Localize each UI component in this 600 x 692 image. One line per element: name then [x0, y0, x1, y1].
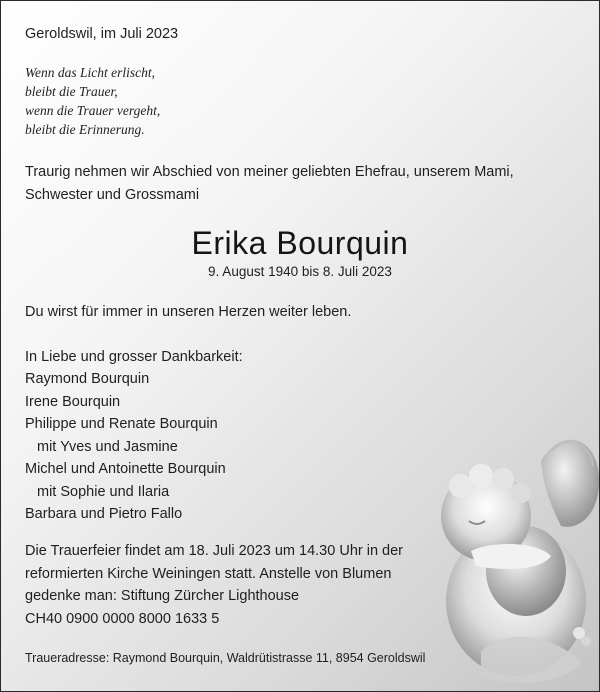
poem-line: bleibt die Erinnerung.: [25, 122, 145, 137]
list-item: Barbara und Pietro Fallo: [25, 506, 183, 522]
poem-line: wenn die Trauer vergeht,: [25, 103, 161, 118]
poem-line: Wenn das Licht erlischt,: [25, 65, 155, 80]
list-item: Philippe und Renate Bourquin: [25, 416, 218, 432]
place-date: Geroldswil, im Juli 2023: [25, 26, 179, 42]
service-line: gedenke man: Stiftung Zürcher Lighthouse: [25, 588, 300, 604]
mourning-address: Traueradresse: Raymond Bourquin, Waldrütistrasse 11, 8954 Geroldswil: [25, 651, 426, 665]
poem: [25, 63, 160, 139]
list-item: Raymond Bourquin: [25, 371, 150, 387]
thanks-heading: In Liebe und grosser Dankbarkeit:: [25, 349, 243, 365]
heart-line: Du wirst für immer in unseren Herzen weiter leben.: [25, 304, 352, 320]
list-item: Michel und Antoinette Bourquin: [25, 461, 226, 477]
sleeping-angel-icon: [421, 421, 600, 691]
life-dates: 9. August 1940 bis 8. Juli 2023: [208, 264, 392, 279]
list-item: mit Sophie und Ilaria: [37, 483, 170, 500]
mourners-list: [25, 368, 226, 526]
service-info: [25, 540, 403, 630]
deceased-name: Erika Bourquin: [191, 225, 409, 261]
service-line: CH40 0900 0000 8000 1633 5: [25, 610, 220, 627]
service-line: Die Trauerfeier findet am 18. Juli 2023 um 14.30 Uhr in der: [25, 543, 404, 559]
list-item: mit Yves und Jasmine: [37, 438, 178, 455]
poem-line: bleibt die Trauer,: [25, 84, 118, 99]
list-item: Irene Bourquin: [25, 393, 121, 410]
intro-text: Traurig nehmen wir Abschied von meiner geliebten Ehefrau, unserem Mami, Schwester und Grossmami: [25, 164, 514, 203]
service-line: reformierten Kirche Weiningen statt. Anstelle von Blumen: [25, 565, 392, 582]
